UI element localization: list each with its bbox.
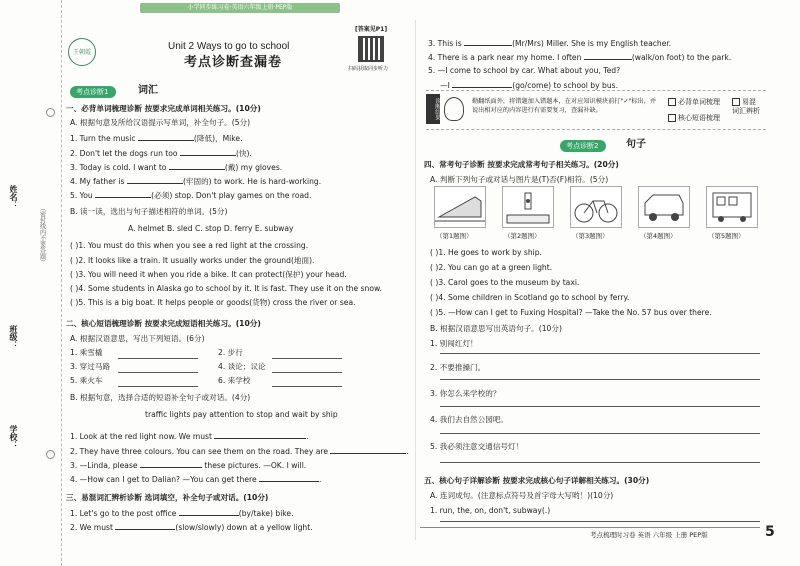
answer-line[interactable]: [272, 358, 342, 359]
part-a-instruction: A. 判断下列句子或对话与图片是(T)否(F)相符。(5分): [430, 175, 609, 184]
seal-line-note: （密封线内不要答题）: [38, 205, 46, 265]
section-4-heading: 四、常考句子诊断 按要求完成常考句子相关练习。(20分): [424, 160, 619, 169]
answer-line[interactable]: [118, 358, 198, 359]
question-f2: 2. 不要推搡门。: [430, 363, 486, 372]
answer-line[interactable]: [440, 406, 760, 407]
answer-blank[interactable]: [179, 508, 239, 516]
question-f3: 3. 你怎么来学校的？: [430, 389, 501, 398]
answer-line[interactable]: [272, 372, 342, 373]
page-title: 考点诊断查漏卷: [184, 55, 283, 70]
phrase-options: traffic lights pay attention to stop and wait by ship: [145, 410, 338, 419]
answer-blank[interactable]: [259, 474, 319, 482]
answer-line[interactable]: [272, 386, 342, 387]
answer-line[interactable]: [118, 372, 198, 373]
check-vocab[interactable]: 必背单词梳理: [668, 98, 720, 107]
section-title-sentences: 句子: [626, 139, 646, 150]
question-c4: 4. —How can I get to Dalian? —You can get there .: [70, 475, 322, 484]
answer-blank[interactable]: [138, 133, 194, 141]
cartoon-face-icon: [444, 97, 464, 121]
answer-blank[interactable]: [180, 148, 236, 156]
check-phrases[interactable]: 核心短语梳理: [668, 114, 720, 123]
phrase-1: 1. 乘雪橇: [70, 348, 103, 357]
bus-icon: [707, 187, 757, 227]
answer-blank[interactable]: [452, 80, 512, 88]
diagnosis-tag: 诊断结果: [426, 94, 440, 124]
question-b2: ( )2. It looks like a train. It usually works under the ground(地面).: [70, 256, 315, 265]
question-a1: 1. Turn the music (降低)，Mike.: [70, 134, 243, 143]
picture-caption-3: （第3题图）: [572, 232, 609, 240]
question-f4: 4. 我们去自然公园吧。: [430, 415, 509, 424]
name-label: 姓名：: [9, 185, 18, 209]
car-picture: [638, 186, 690, 228]
answer-blank[interactable]: [169, 162, 225, 170]
checkbox-icon[interactable]: [732, 98, 740, 106]
phrase-4: 4. 谈论；议论: [218, 362, 266, 371]
publisher-logo: 王朝霞: [68, 38, 96, 66]
question-c1: 1. Look at the red light now. We must .: [70, 432, 309, 441]
picture-caption-2: （第2题图）: [504, 232, 541, 240]
top-banner: 小学同步练习卷·英语六年级上册·PEP版: [140, 3, 340, 13]
question-r5-reply: —I (go/come) to school by bus.: [440, 81, 619, 90]
checkbox-icon[interactable]: [668, 114, 676, 122]
qr-caption: 扫码获取同步听力: [348, 66, 389, 72]
question-f1: 1. 别闯红灯！: [430, 339, 478, 348]
section-1-heading: 一、必背单词梳理诊断 按要求完成单词相关练习。(10分): [66, 104, 261, 113]
question-a4: 4. My father is (牢固的) to work. He is hard-working.: [70, 177, 322, 186]
car-icon: [639, 187, 689, 227]
checkbox-icon[interactable]: [668, 98, 676, 106]
unit-title: Unit 2 Ways to go to school: [168, 41, 290, 52]
picture-caption-5: （第5题图）: [708, 232, 745, 240]
answer-line[interactable]: [440, 379, 760, 380]
answer-blank[interactable]: [115, 522, 175, 530]
binding-hole: [46, 108, 55, 117]
footer-divider: [420, 527, 760, 528]
section-2-heading: 二、核心短语梳理诊断 按要求完成短语相关练习。(10分): [66, 319, 261, 328]
question-r5: 5. —I come to school by car. What about you, Ted?: [428, 66, 621, 75]
column-divider: [415, 20, 416, 540]
question-a2: 2. Don't let the dogs run too (快).: [70, 149, 252, 158]
question-b3: ( )3. You will need it when you ride a bike. It can protect(保护) your head.: [70, 270, 347, 279]
section-3-heading: 三、易混词汇辨析诊断 选词填空，补全句子或对话。(10分): [66, 493, 269, 502]
train-picture: [434, 186, 486, 228]
question-e3: ( )3. Carol goes to the museum by taxi.: [430, 278, 580, 287]
footer-text: 考点梳理时习卷 英语 六年级 上册 PEP版: [590, 531, 708, 539]
section-pill-2: 考点诊断2: [560, 140, 606, 152]
class-label: 班级：: [9, 325, 18, 349]
picture-caption-1: （第1题图）: [436, 232, 473, 240]
answer-blank[interactable]: [584, 52, 632, 60]
answer-line[interactable]: [118, 386, 198, 387]
question-a5: 5. You (必须) stop. Don't play games on the road.: [70, 191, 312, 200]
question-d1: 1. Let's go to the post office (by/take) bike.: [70, 509, 294, 518]
answer-blank[interactable]: [140, 460, 202, 468]
answer-line[interactable]: [440, 353, 760, 354]
bus-picture: [706, 186, 758, 228]
picture-caption-4: （第4题图）: [640, 232, 677, 240]
section-title-vocab: 词汇: [138, 85, 158, 96]
answer-line[interactable]: [440, 521, 760, 522]
question-b5: ( )5. This is a big boat. It helps people or goods(货物) cross the river or sea.: [70, 298, 356, 307]
question-e4: ( )4. Some children in Scotland go to school by ferry.: [430, 293, 630, 302]
question-e2: ( )2. You can go at a green light.: [430, 263, 553, 272]
part-b-instruction: B. 根据汉语意思写出英语句子。(10分): [430, 324, 562, 333]
check-confusables[interactable]: 易混词汇辨析: [732, 98, 760, 115]
train-icon: [435, 187, 485, 227]
answer-blank[interactable]: [127, 176, 183, 184]
section-pill-1: 考点诊断1: [70, 86, 116, 98]
part-b-instruction: B. 读一读，选出与句子描述相符的单词。(5分): [70, 207, 228, 216]
page-number: 5: [765, 524, 775, 540]
answer-blank[interactable]: [330, 446, 406, 454]
question-f5: 5. 我必须注意交通信号灯！: [430, 442, 524, 451]
question-b4: ( )4. Some students in Alaska go to school by it. It is fast. They use it on the snow.: [70, 284, 382, 293]
question-a3: 3. Today is cold. I want to (戴) my gloves.: [70, 163, 283, 172]
question-r4: 4. There is a park near my home. I often (walk/on foot) to the park.: [428, 53, 732, 62]
bike-icon: [571, 187, 621, 227]
phrase-3: 3. 穿过马路: [70, 362, 111, 371]
phrase-6: 6. 来学校: [218, 376, 251, 385]
answer-ref: [答案见P1]: [355, 26, 388, 33]
part-b-instruction: B. 根据句意，选择合适的短语补全句子或对话。(4分): [70, 393, 251, 402]
question-r3: 3. This is (Mr/Mrs) Miller. She is my English teacher.: [428, 39, 672, 48]
bike-picture: [570, 186, 622, 228]
phrase-5: 5. 乘火车: [70, 376, 103, 385]
school-label: 学校：: [9, 425, 18, 449]
question-e1: ( )1. He goes to work by ship.: [430, 248, 542, 257]
answer-blank[interactable]: [95, 190, 151, 198]
part-a-instruction: A. 连词成句。(注意标点符号及首字母大写哟！)(10分): [430, 491, 614, 500]
answer-blank[interactable]: [214, 431, 306, 439]
answer-blank[interactable]: [464, 38, 512, 46]
phrase-2: 2. 步行: [218, 348, 243, 357]
question-b1: ( )1. You must do this when you see a red light at the crossing.: [70, 241, 309, 250]
qr-code-icon[interactable]: [358, 36, 384, 62]
part-a-instruction: A. 根据汉语意思，写出下列短语。(6分): [70, 334, 205, 343]
question-e5: ( )5. —How can I get to Fuxing Hospital? —Take the No. 57 bus over there.: [430, 308, 712, 317]
question-c2: 2. They have three colours. You can see them on the road. They are .: [70, 447, 409, 456]
answer-line[interactable]: [440, 462, 760, 463]
binding-hole: [46, 450, 55, 459]
diagnosis-text: 勤翻纸面外，将错题加入错题本，在对应知识模块前打"✓"标出，并说出相对应的内容进行有需要复习，查漏补缺。: [472, 98, 657, 115]
part-a-instruction: A. 根据句意及所给汉语提示写单词，补全句子。(5分): [70, 118, 251, 127]
question-c3: 3. —Linda, please these pictures. —OK. I will.: [70, 461, 307, 470]
word-options: A. helmet B. sled C. stop D. ferry E. subway: [128, 224, 294, 233]
answer-line[interactable]: [440, 433, 760, 434]
crossing-picture: [502, 186, 554, 228]
binding-sidebar: [0, 0, 62, 566]
question-d2: 2. We must (slow/slowly) down at a yellow light.: [70, 523, 313, 532]
question-g1: 1. run, the, on, don't, subway(.): [430, 506, 551, 515]
traffic-light-icon: [503, 187, 553, 227]
section-5-heading: 五、核心句子详解诊断 按要求完成核心句子详解相关练习。(30分): [424, 476, 650, 485]
